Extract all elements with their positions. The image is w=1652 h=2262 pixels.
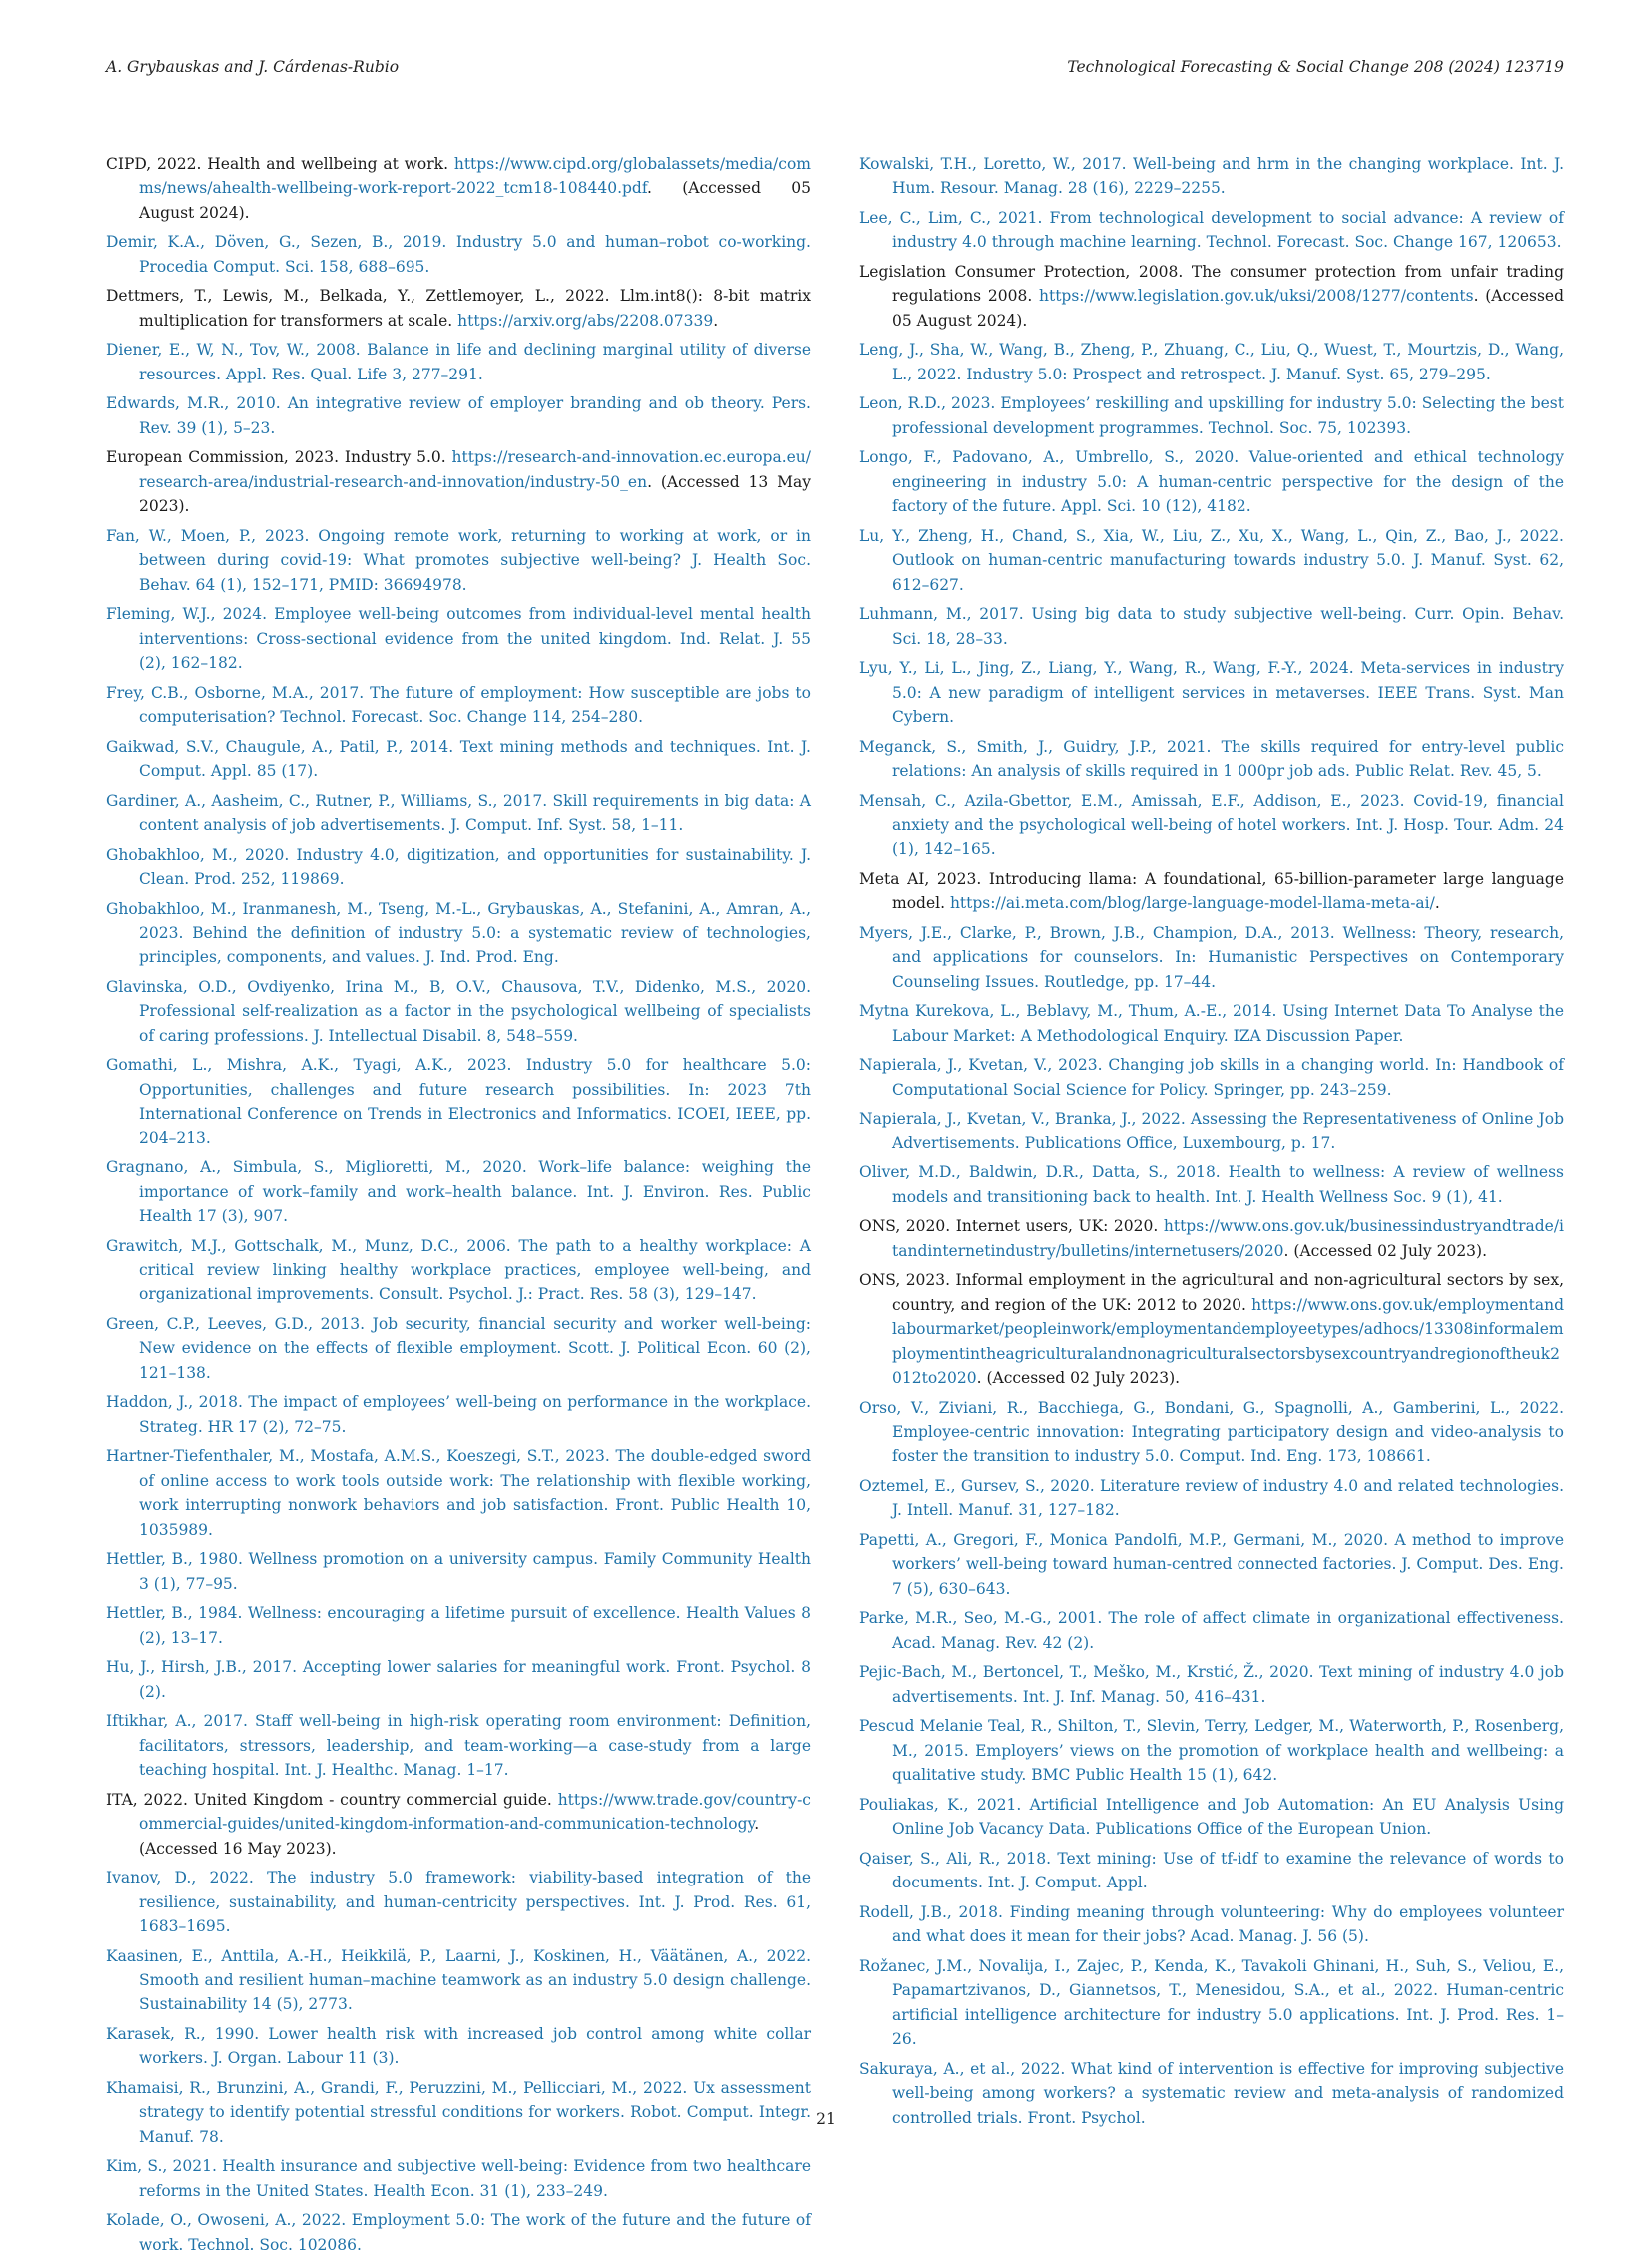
reference-text: Kaasinen, E., Anttila, A.-H., Heikkilä, P., Laarni, J., Koskinen, H., Väätänen, A., 2022. Smooth and resilient human–machine teamwork as an industry 5.0 design challenge. Sustainability 14 (5), 2773. [106,1946,811,2014]
reference-entry[interactable] [106,897,811,970]
reference-text: Legislation Consumer Protection, 2008. The consumer protection from unfair trading regulations 2008. [859,263,1564,306]
reference-entry [106,445,811,518]
reference-text: Leng, J., Sha, W., Wang, B., Zheng, P., Zhuang, C., Liu, Q., Wuest, T., Mourtzis, D., Wang, L., 2022. Industry 5.0: Prospect and retrospect. J. Manuf. Syst. 65, 279–295. [859,341,1564,383]
reference-text: Hettler, B., 1984. Wellness: encouraging a lifetime pursuit of excellence. Health Values 8 (2), 13–17. [106,1604,811,1647]
reference-entry[interactable] [106,338,811,386]
reference-entry[interactable] [859,1528,1564,1601]
reference-text: Leon, R.D., 2023. Employees’ reskilling and upskilling for industry 5.0: Selecting the best professional development programmes. Technol. Soc. 75, 102393. [859,394,1564,437]
reference-url-link[interactable]: https://www.trade.gov/country-commercial-guides/united-kingdom-information-and-communication-technology [139,1790,811,1834]
reference-text: Ghobakhloo, M., Iranmanesh, M., Tseng, M.-L., Grybauskas, A., Stefanini, A., Amran, A., 2023. Behind the definition of industry 5.0: a systematic review of technologies, principles, components, and values. J. Ind. Prod. Eng. [106,899,811,967]
reference-entry[interactable] [859,338,1564,386]
reference-entry[interactable] [859,1053,1564,1102]
reference-entry[interactable] [106,1944,811,2017]
reference-text: Iftikhar, A., 2017. Staff well-being in high-risk operating room environment: Definition, facilitators, stressors, leadership, and team-working—a case-study from a large teaching hospital. Int. J. Healthc. Manag. 1–17. [106,1712,811,1780]
reference-entry[interactable] [859,1793,1564,1842]
reference-entry[interactable] [859,1900,1564,1949]
reference-entry[interactable] [106,975,811,1048]
reference-access-note: . (Accessed 05 August 2024). [892,287,1564,330]
reference-text: Papetti, A., Gregori, F., Monica Pandolfi, M.P., Germani, M., 2020. A method to improve workers’ well-being toward human-centred connected factories. J. Comput. Des. Eng. 7 (5), 630–643. [859,1531,1564,1598]
reference-text: Lyu, Y., Li, L., Jing, Z., Liang, Y., Wang, R., Wang, F.-Y., 2024. Meta-services in industry 5.0: A new paradigm of intelligent services in metaverses. IEEE Trans. Syst. Man Cybern. [859,659,1564,727]
reference-text: Kolade, O., Owoseni, A., 2022. Employment 5.0: The work of the future and the future of work. Technol. Soc. 102086. [106,2211,811,2254]
reference-access-note: . (Accessed 02 July 2023). [1283,1241,1488,1260]
reference-entry[interactable] [106,735,811,784]
reference-text: Fleming, W.J., 2024. Employee well-being outcomes from individual-level mental health interventions: Cross-sectional evidence from the united kingdom. Ind. Relat. J. 55 (2), 162–182. [106,605,811,673]
reference-entry[interactable] [859,602,1564,651]
reference-entry[interactable] [106,1547,811,1596]
reference-text: CIPD, 2022. Health and wellbeing at work. [106,155,454,173]
reference-entry[interactable] [106,1234,811,1307]
reference-text: Lu, Y., Zheng, H., Chand, S., Xia, W., Liu, Z., Xu, X., Wang, L., Qin, Z., Bao, J., 2022. Outlook on human-centric manufacturing towards industry 5.0. J. Manuf. Syst. 62, 612–627. [859,526,1564,594]
reference-entry[interactable] [106,391,811,440]
references-right-column [859,152,1564,2135]
reference-entry [859,1268,1564,1390]
reference-text: Ghobakhloo, M., 2020. Industry 4.0, digitization, and opportunities for sustainability. J. Clean. Prod. 252, 119869. [106,845,811,889]
reference-text: Mensah, C., Azila-Gbettor, E.M., Amissah, E.F., Addison, E., 2023. Covid-19, financial anxiety and the psychological well-being of hotel workers. Int. J. Hosp. Tour. Adm. 24 (1), 142–165. [859,791,1564,859]
reference-text: ONS, 2020. Internet users, UK: 2020. [859,1217,1164,1236]
reference-text: Gragnano, A., Simbula, S., Miglioretti, M., 2020. Work–life balance: weighing the importance of work–family and work–health balance. Int. J. Environ. Res. Public Health 17 (3), 907. [106,1158,811,1226]
reference-text: Oliver, M.D., Baldwin, D.R., Datta, S., 2018. Health to wellness: A review of wellness models and transitioning back to health. Int. J. Health Wellness Soc. 9 (1), 41. [859,1163,1564,1206]
reference-entry[interactable] [106,1444,811,1542]
reference-entry [859,1214,1564,1263]
reference-url-link[interactable]: https://ai.meta.com/blog/large-language-model-llama-meta-ai/ [949,894,1435,913]
reference-entry[interactable] [106,1155,811,1228]
reference-text: Mytna Kurekova, L., Beblavy, M., Thum, A.-E., 2014. Using Internet Data To Analyse the Labour Market: A Methodological Enquiry. IZA Discussion Paper. [859,1002,1564,1045]
reference-entry[interactable] [106,1655,811,1704]
reference-text: Khamaisi, R., Brunzini, A., Grandi, F., Peruzzini, M., Pellicciari, M., 2022. Ux assessment strategy to identify potential stressful conditions for workers. Robot. Comput. Integr. Manuf. 78. [106,2078,811,2146]
reference-entry[interactable] [859,1107,1564,1155]
reference-text: European Commission, 2023. Industry 5.0. [106,448,452,467]
reference-text: Pouliakas, K., 2021. Artificial Intelligence and Job Automation: An EU Analysis Using Online Job Vacancy Data. Publications Office of the European Union. [859,1795,1564,1839]
reference-text: Hartner-Tiefenthaler, M., Mostafa, A.M.S., Koeszegi, S.T., 2023. The double-edged sword of online access to work tools outside work: The relationship with flexible working, work interrupting nonwork behaviors and job satisfaction. Front. Public Health 10, 1035989. [106,1447,811,1539]
reference-entry[interactable] [106,1709,811,1782]
reference-text: Diener, E., W, N., Tov, W., 2008. Balance in life and declining marginal utility of diverse resources. Appl. Res. Qual. Life 3, 277–291. [106,341,811,383]
reference-text: Pescud Melanie Teal, R., Shilton, T., Slevin, Terry, Ledger, M., Waterworth, P., Rosenberg, M., 2015. Employers’ views on the promotion of workplace health and wellbeing: a qualitative study. BMC Public Health 15 (1), 642. [859,1717,1564,1785]
reference-entry[interactable] [859,1954,1564,2052]
reference-text: Myers, J.E., Clarke, P., Brown, J.B., Champion, D.A., 2013. Wellness: Theory, research, and applications for counselors. In: Humanistic Perspectives on Contemporary Counseling Issues. Routledge, pp. 17–44. [859,924,1564,991]
reference-text: Gardiner, A., Aasheim, C., Rutner, P., Williams, S., 2017. Skill requirements in big data: A content analysis of job advertisements. J. Comput. Inf. Syst. 58, 1–11. [106,791,811,835]
reference-text: Kowalski, T.H., Loretto, W., 2017. Well-being and hrm in the changing workplace. Int. J. Hum. Resour. Manag. 28 (16), 2229–2255. [859,155,1564,198]
reference-entry[interactable] [106,524,811,597]
header-journal: Technological Forecasting & Social Change 208 (2024) 123719 [1067,58,1564,76]
reference-entry[interactable] [859,1660,1564,1709]
reference-entry[interactable] [106,1601,811,1650]
reference-text: Oztemel, E., Gursev, S., 2020. Literature review of industry 4.0 and related technologies. J. Intell. Manuf. 31, 127–182. [859,1477,1564,1520]
reference-text: Karasek, R., 1990. Lower health risk with increased job control among white collar workers. J. Organ. Labour 11 (3). [106,2024,811,2068]
reference-url-link[interactable]: https://www.ons.gov.uk/businessindustryandtrade/itandinternetindustry/bulletins/internetusers/2020 [892,1217,1564,1260]
reference-entry [859,867,1564,916]
reference-entry[interactable] [859,152,1564,201]
reference-entry[interactable] [859,1606,1564,1655]
reference-entry[interactable] [859,656,1564,729]
reference-entry[interactable] [859,1714,1564,1787]
reference-text: Lee, C., Lim, C., 2021. From technological development to social advance: A review of industry 4.0 through machine learning. Technol. Forecast. Soc. Change 167, 120653. [859,209,1564,252]
reference-entry[interactable] [106,1312,811,1385]
reference-text: Luhmann, M., 2017. Using big data to study subjective well-being. Curr. Opin. Behav. Sci. 18, 28–33. [859,605,1564,648]
reference-text: Green, C.P., Leeves, G.D., 2013. Job security, financial security and worker well-being: New evidence on the effects of flexible employment. Scott. J. Political Econ. 60 (2), 121–138. [106,1315,811,1382]
reference-entry[interactable] [106,1390,811,1439]
reference-entry[interactable] [859,524,1564,597]
reference-entry[interactable] [859,445,1564,518]
reference-text: Kim, S., 2021. Health insurance and subjective well-being: Evidence from two healthcare reforms in the United States. Health Econ. 31 (1), 233–249. [106,2157,811,2200]
header-authors: A. Grybauskas and J. Cárdenas-Rubio [106,58,400,76]
reference-text: Ivanov, D., 2022. The industry 5.0 framework: viability-based integration of the resilience, sustainability, and human-centricity perspectives. Int. J. Prod. Res. 61, 1683–1695. [106,1869,811,1935]
reference-text: Longo, F., Padovano, A., Umbrello, S., 2020. Value-oriented and ethical technology engineering in industry 5.0: A human-centric perspective for the design of the factory of the future. Appl. Sci. 10 (12), 4182. [859,448,1564,516]
reference-text: Hettler, B., 1980. Wellness promotion on a university campus. Family Community Health 3 (1), 77–95. [106,1550,811,1593]
reference-entry[interactable] [859,391,1564,440]
reference-entry [106,152,811,225]
reference-text: ONS, 2023. Informal employment in the agricultural and non-agricultural sectors by sex, country, and region of the UK: 2012 to 2020. [859,1271,1564,1314]
reference-entry [106,1788,811,1861]
reference-entry[interactable] [859,1396,1564,1469]
reference-access-note: . (Accessed 05 August 2024). [139,179,811,222]
reference-text: Hu, J., Hirsh, J.B., 2017. Accepting lower salaries for meaningful work. Front. Psychol. 8 (2). [106,1658,811,1701]
reference-access-note: . [1434,894,1440,913]
reference-url-link[interactable]: https://www.cipd.org/globalassets/media/comms/news/ahealth-wellbeing-work-report-2022_tcm18-108440.pdf [139,155,811,198]
reference-entry[interactable] [106,230,811,279]
reference-entry[interactable] [859,735,1564,784]
reference-url-link[interactable]: https://research-and-innovation.ec.europa.eu/research-area/industrial-research-and-innovation/industry-50_en [139,448,811,491]
references-left-column [106,152,811,2262]
reference-text: Glavinska, O.D., Ovdiyenko, Irina M., B, O.V., Chausova, T.V., Didenko, M.S., 2020. Professional self-realization as a factor in the psychological wellbeing of specialists of caring professions. J. Intellectual Disabil. 8, 548–559. [106,978,811,1045]
reference-text: Orso, V., Ziviani, R., Bacchiega, G., Bondani, G., Spagnolli, A., Gamberini, L., 2022. Employee-centric innovation: Integrating participatory design and video-analysis to foster the transition to industry 5.0. Comput. Ind. Eng. 173, 108661. [859,1398,1564,1466]
reference-entry[interactable] [106,681,811,730]
reference-text: Qaiser, S., Ali, R., 2018. Text mining: Use of tf-idf to examine the relevance of words to documents. Int. J. Comput. Appl. [859,1849,1564,1892]
reference-entry[interactable] [859,1160,1564,1209]
reference-entry[interactable] [106,1866,811,1938]
reference-entry[interactable] [859,789,1564,862]
reference-text: Meta AI, 2023. Introducing llama: A foundational, 65-billion-parameter large language model. [859,870,1564,913]
reference-entry[interactable] [859,999,1564,1048]
reference-text: Haddon, J., 2018. The impact of employees’ well-being on performance in the workplace. Strateg. HR 17 (2), 72–75. [106,1393,811,1436]
reference-text: Gomathi, L., Mishra, A.K., Tyagi, A.K., 2023. Industry 5.0 for healthcare 5.0: Opportunities, challenges and future research possibilities. In: 2023 7th International Conference on Trends in Electronics and Informatics. ICOEI, IEEE, pp. 204–213. [106,1056,811,1147]
reference-entry [859,260,1564,333]
reference-entry[interactable] [106,2022,811,2071]
reference-entry[interactable] [106,843,811,892]
reference-text: Fan, W., Moen, P., 2023. Ongoing remote work, returning to working at work, or in between during covid-19: What promotes subjective well-being? J. Health Soc. Behav. 64 (1), 152–171, PMID: 36694978. [106,526,811,594]
reference-access-note: . (Accessed 02 July 2023). [976,1369,1181,1388]
reference-text: Dettmers, T., Lewis, M., Belkada, Y., Zettlemoyer, L., 2022. Llm.int8(): 8-bit matrix multiplication for transformers at scale. [106,287,811,330]
page-number: 21 [816,2110,836,2128]
reference-text: Napierala, J., Kvetan, V., Branka, J., 2022. Assessing the Representativeness of Online Job Advertisements. Publications Office, Luxembourg, p. 17. [859,1110,1564,1152]
reference-entry[interactable] [859,1847,1564,1895]
reference-text: Rožanec, J.M., Novalija, I., Zajec, P., Kenda, K., Tavakoli Ghinani, H., Suh, S., Veliou, E., Papamartzivanos, D., Giannetsos, T., Menesidou, S.A., et al., 2022. Human-centric artificial intelligence architecture for industry 5.0 applications. Int. J. Prod. Res. 1–26. [859,1956,1564,2049]
reference-entry[interactable] [859,1474,1564,1523]
reference-text: Frey, C.B., Osborne, M.A., 2017. The future of employment: How susceptible are jobs to computerisation? Technol. Forecast. Soc. Change 114, 254–280. [106,683,811,727]
reference-text: Pejic-Bach, M., Bertoncel, T., Meško, M., Krstić, Ž., 2020. Text mining of industry 4.0 job advertisements. Int. J. Inf. Manag. 50, 416–431. [859,1663,1564,1706]
reference-entry[interactable] [106,602,811,675]
reference-text: Edwards, M.R., 2010. An integrative review of employer branding and ob theory. Pers. Rev. 39 (1), 5–23. [106,394,811,437]
reference-text: Napierala, J., Kvetan, V., 2023. Changing job skills in a changing world. In: Handbook of Computational Social Science for Policy. Springer, pp. 243–259. [859,1056,1564,1099]
reference-access-note: . (Accessed 13 May 2023). [139,472,811,516]
reference-text: Gaikwad, S.V., Chaugule, A., Patil, P., 2014. Text mining methods and techniques. Int. J. Comput. Appl. 85 (17). [106,737,811,781]
reference-access-note: . [713,311,719,330]
reference-url-link[interactable]: https://www.ons.gov.uk/employmentandlabourmarket/peopleinwork/employmentandemployeetypes/adhocs/13308informalemploymentintheagriculturalandnonagriculturalsectorsbysexcountryandregionoftheuk2012to2020 [892,1295,1564,1388]
reference-text: ITA, 2022. United Kingdom - country commercial guide. [106,1790,558,1809]
reference-text: Parke, M.R., Seo, M.-G., 2001. The role of affect climate in organizational effectiveness. Acad. Manag. Rev. 42 (2). [859,1609,1564,1652]
reference-text: Sakuraya, A., et al., 2022. What kind of intervention is effective for improving subjective well-being among workers? a systematic review and meta-analysis of randomized controlled trials. Front. Psychol. [859,2059,1564,2127]
reference-access-note: . (Accessed 16 May 2023). [139,1815,760,1858]
reference-entry[interactable] [106,789,811,838]
reference-entry[interactable] [859,206,1564,255]
reference-url-link[interactable]: https://arxiv.org/abs/2208.07339 [457,311,714,330]
reference-entry[interactable] [106,2208,811,2257]
reference-text: Rodell, J.B., 2018. Finding meaning through volunteering: Why do employees volunteer and what does it mean for their jobs? Acad. Manag. J. 56 (5). [859,1902,1564,1946]
reference-entry[interactable] [106,1053,811,1150]
reference-text: Demir, K.A., Döven, G., Sezen, B., 2019. Industry 5.0 and human–robot co-working. Procedia Comput. Sci. 158, 688–695. [106,233,811,276]
reference-entry [106,284,811,333]
running-header [106,58,1564,82]
reference-entry[interactable] [106,2154,811,2203]
reference-entry[interactable] [859,921,1564,994]
reference-url-link[interactable]: https://www.legislation.gov.uk/uksi/2008/1277/contents [1038,287,1474,306]
reference-text: Meganck, S., Smith, J., Guidry, J.P., 2021. The skills required for entry-level public relations: An analysis of skills required in 1 000pr job ads. Public Relat. Rev. 45, 5. [859,737,1564,781]
reference-text: Grawitch, M.J., Gottschalk, M., Munz, D.C., 2006. The path to a healthy workplace: A critical review linking healthy workplace practices, employee well-being, and organizational improvements. Consult. Psychol. J.: Pract. Res. 58 (3), 129–147. [106,1236,811,1304]
